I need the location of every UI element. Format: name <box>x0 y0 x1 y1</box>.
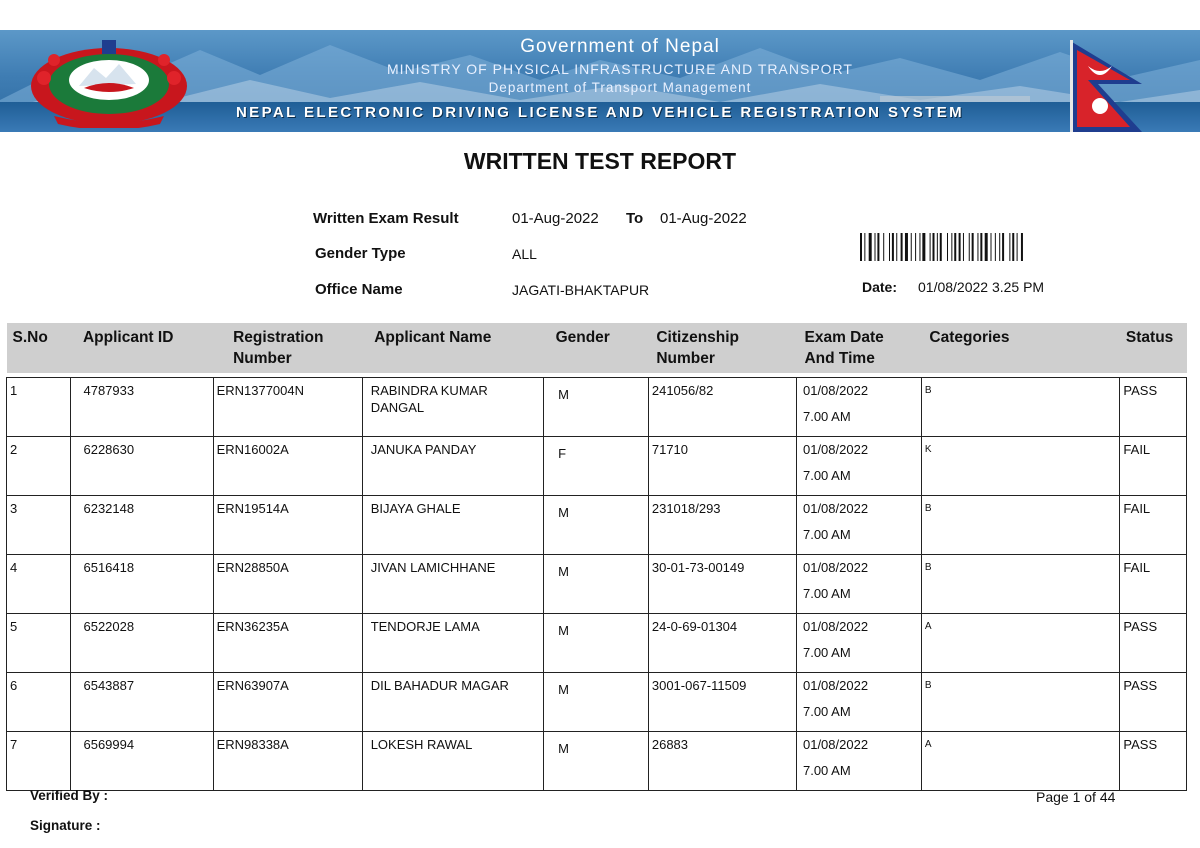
table-row <box>7 673 1187 732</box>
col-gender: Gender <box>544 323 649 373</box>
barcode-bar <box>985 233 988 261</box>
table-row <box>7 496 1187 555</box>
cell-category: B <box>921 378 1120 437</box>
exam-time: 7.00 AM <box>802 468 851 483</box>
signature-label: Signature : <box>30 818 101 833</box>
barcode-bar <box>930 233 931 261</box>
cell-applicant-name: JANUKA PANDAY <box>362 437 543 496</box>
cell-sno: 4 <box>7 555 71 614</box>
date-label: Date: <box>862 279 898 295</box>
barcode-bar <box>969 233 970 261</box>
exam-date: 01/08/2022 <box>802 737 869 752</box>
barcode-bar <box>940 233 942 261</box>
cell-applicant-name: DIL BAHADUR MAGAR <box>362 673 543 732</box>
cell-applicant-id: 6569994 <box>71 732 213 791</box>
barcode-bar <box>963 233 964 261</box>
cell-applicant-id: 6228630 <box>71 437 213 496</box>
cell-category: A <box>921 732 1120 791</box>
exam-time: 7.00 AM <box>802 409 851 424</box>
barcode-bar <box>951 233 952 261</box>
col-citizenship: Citizenship Number <box>648 323 796 373</box>
barcode-bar <box>972 233 974 261</box>
cell-registration: ERN1377004N <box>213 378 362 437</box>
col-applicant-name: Applicant Name <box>362 323 543 373</box>
col-applicant-id: Applicant ID <box>71 323 213 373</box>
cell-gender: M <box>544 732 649 791</box>
cell-citizenship: 71710 <box>648 437 796 496</box>
barcode-bar <box>877 233 879 261</box>
office-name-value: JAGATI-BHAKTAPUR <box>512 282 650 298</box>
barcode-bar <box>901 233 903 261</box>
cell-gender: M <box>544 496 649 555</box>
exam-time: 7.00 AM <box>802 527 851 542</box>
barcode-bar <box>991 233 992 261</box>
table-header-row <box>7 323 1187 373</box>
verified-by-label: Verified By : <box>30 788 109 803</box>
barcode-bar <box>860 233 862 261</box>
barcode-bar <box>1017 233 1018 261</box>
table-row <box>7 378 1187 437</box>
cell-registration: ERN63907A <box>213 673 362 732</box>
gender-type-value: ALL <box>512 246 537 262</box>
exam-date: 01/08/2022 <box>802 678 869 693</box>
to-label: To <box>626 210 644 227</box>
cell-exam-date <box>796 732 921 791</box>
cell-sno: 2 <box>7 437 71 496</box>
system-title: NEPAL ELECTRONIC DRIVING LICENSE AND VEHICLE REGISTRATION SYSTEM <box>235 104 965 121</box>
cell-category: B <box>921 673 1120 732</box>
cell-applicant-name: BIJAYA GHALE <box>362 496 543 555</box>
col-registration: Registration Number <box>213 323 362 373</box>
cell-gender: M <box>544 555 649 614</box>
table-row <box>7 555 1187 614</box>
exam-result-label: Written Exam Result <box>313 210 459 227</box>
cell-applicant-id: 6516418 <box>71 555 213 614</box>
barcode-bar <box>1012 233 1014 261</box>
nepal-flag-icon <box>1068 40 1148 132</box>
col-status: Status <box>1120 323 1187 373</box>
exam-date: 01/08/2022 <box>802 560 869 575</box>
cell-status: PASS <box>1120 378 1187 437</box>
col-categories: Categories <box>921 323 1120 373</box>
barcode-bar <box>892 233 894 261</box>
barcode-bar <box>919 233 920 261</box>
barcode-bar <box>864 233 865 261</box>
cell-applicant-name: TENDORJE LAMA <box>362 614 543 673</box>
barcode-bar <box>875 233 876 261</box>
cell-exam-date <box>796 614 921 673</box>
date-to: 01-Aug-2022 <box>660 210 747 227</box>
barcode-bar <box>883 233 884 261</box>
cell-status: FAIL <box>1120 555 1187 614</box>
cell-category: K <box>921 437 1120 496</box>
cell-applicant-name: LOKESH RAWAL <box>362 732 543 791</box>
barcode-bar <box>1009 233 1010 261</box>
barcode-bar <box>947 233 948 261</box>
cell-applicant-name: JIVAN LAMICHHANE <box>362 555 543 614</box>
government-title: Government of Nepal <box>520 36 720 57</box>
cell-exam-date <box>796 378 921 437</box>
report-title: WRITTEN TEST REPORT <box>463 148 737 174</box>
cell-gender: F <box>544 437 649 496</box>
cell-citizenship: 3001-067-11509 <box>648 673 796 732</box>
report-date: 01/08/2022 3.25 PM <box>918 279 1045 295</box>
ministry-title: MINISTRY OF PHYSICAL INFRASTRUCTURE AND TRANSPORT <box>387 61 853 77</box>
cell-sno: 6 <box>7 673 71 732</box>
exam-time: 7.00 AM <box>802 645 851 660</box>
exam-date: 01/08/2022 <box>802 442 869 457</box>
barcode-bar <box>915 233 916 261</box>
barcode-bar <box>1021 233 1023 261</box>
exam-date: 01/08/2022 <box>802 383 869 398</box>
barcode-bar <box>922 233 925 261</box>
barcode-bar <box>995 233 996 261</box>
cell-citizenship: 26883 <box>648 732 796 791</box>
barcode-bar <box>980 233 982 261</box>
barcode-bar <box>1002 233 1004 261</box>
exam-time: 7.00 AM <box>802 586 851 601</box>
cell-applicant-id: 6232148 <box>71 496 213 555</box>
cell-category: B <box>921 496 1120 555</box>
barcode-bar <box>977 233 978 261</box>
cell-citizenship: 24-0-69-01304 <box>648 614 796 673</box>
cell-citizenship: 231018/293 <box>648 496 796 555</box>
barcode-bar <box>869 233 872 261</box>
department-title: Department of Transport Management <box>488 80 752 95</box>
office-name-label: Office Name <box>315 281 403 298</box>
cell-citizenship: 30-01-73-00149 <box>648 555 796 614</box>
page-number: Page 1 of 44 <box>1036 789 1116 805</box>
barcode-bar <box>905 233 908 261</box>
results-table <box>6 323 1187 791</box>
cell-status: PASS <box>1120 732 1187 791</box>
col-exam-date: Exam Date And Time <box>796 323 921 373</box>
cell-exam-date <box>796 555 921 614</box>
cell-sno: 7 <box>7 732 71 791</box>
cell-registration: ERN98338A <box>213 732 362 791</box>
exam-date: 01/08/2022 <box>802 501 869 516</box>
cell-status: PASS <box>1120 614 1187 673</box>
table-row <box>7 614 1187 673</box>
cell-category: A <box>921 614 1120 673</box>
cell-status: FAIL <box>1120 496 1187 555</box>
cell-status: PASS <box>1120 673 1187 732</box>
cell-gender: M <box>544 673 649 732</box>
header-banner <box>0 30 1200 132</box>
exam-time: 7.00 AM <box>802 763 851 778</box>
barcode-bar <box>959 233 961 261</box>
barcode-icon <box>860 233 1108 261</box>
cell-sno: 3 <box>7 496 71 555</box>
cell-exam-date <box>796 673 921 732</box>
cell-applicant-id: 6543887 <box>71 673 213 732</box>
barcode-bar <box>954 233 956 261</box>
table-row <box>7 437 1187 496</box>
cell-exam-date <box>796 437 921 496</box>
cell-registration: ERN19514A <box>213 496 362 555</box>
table-row <box>7 732 1187 791</box>
cell-sno: 5 <box>7 614 71 673</box>
barcode-bar <box>889 233 890 261</box>
cell-applicant-name: RABINDRA KUMAR DANGAL <box>362 378 543 437</box>
col-sno: S.No <box>7 323 71 373</box>
barcode-bar <box>896 233 897 261</box>
cell-category: B <box>921 555 1120 614</box>
exam-time: 7.00 AM <box>802 704 851 719</box>
date-from: 01-Aug-2022 <box>512 210 599 227</box>
barcode-bar <box>911 233 912 261</box>
gender-type-label: Gender Type <box>315 245 406 262</box>
cell-registration: ERN36235A <box>213 614 362 673</box>
cell-exam-date <box>796 496 921 555</box>
cell-gender: M <box>544 614 649 673</box>
cell-registration: ERN28850A <box>213 555 362 614</box>
barcode-bar <box>933 233 935 261</box>
exam-date: 01/08/2022 <box>802 619 869 634</box>
cell-gender: M <box>544 378 649 437</box>
cell-applicant-id: 6522028 <box>71 614 213 673</box>
barcode-bar <box>937 233 938 261</box>
cell-sno: 1 <box>7 378 71 437</box>
cell-status: FAIL <box>1120 437 1187 496</box>
barcode-bar <box>999 233 1000 261</box>
cell-citizenship: 241056/82 <box>648 378 796 437</box>
cell-registration: ERN16002A <box>213 437 362 496</box>
cell-applicant-id: 4787933 <box>71 378 213 437</box>
